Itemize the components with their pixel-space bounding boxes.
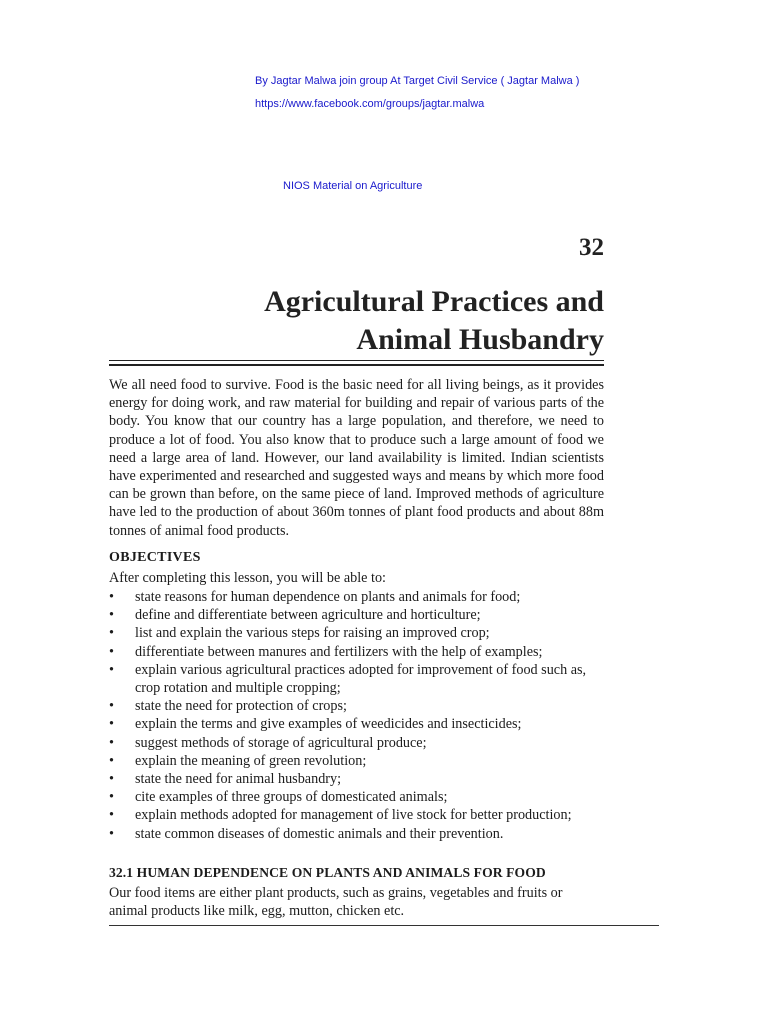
header-source-note: NIOS Material on Agriculture <box>283 180 423 192</box>
objective-item <box>109 697 604 715</box>
section-paragraph: Our food items are either plant products, such as grains, vegetables and fruits or animal products like milk, egg, mutton, chicken etc. <box>109 885 563 920</box>
objective-text: explain the meaning of green revolution; <box>135 752 367 769</box>
objective-text: explain the terms and give examples of weedicides and insecticides; <box>135 716 522 733</box>
objective-text: state the need for protection of crops; <box>135 698 347 715</box>
bullet-icon: • <box>109 771 114 788</box>
objective-text: differentiate between manures and fertilizers with the help of examples; <box>135 643 543 660</box>
objective-item <box>109 643 604 661</box>
objectives-heading: OBJECTIVES <box>109 550 201 565</box>
objective-item <box>109 806 604 824</box>
objective-item <box>109 624 604 642</box>
chapter-title-line-1: Agricultural Practices and <box>264 285 604 318</box>
bullet-icon: • <box>109 752 114 769</box>
title-divider-thick <box>109 364 604 366</box>
chapter-title <box>124 283 604 359</box>
bullet-icon: • <box>109 661 114 678</box>
intro-paragraph: We all need food to survive. Food is the basic need for all living beings, as it provides energy for doing work, and raw material for building and repair of various parts of the body. You know that our country has a large population, and therefore, we need to produce a lot of food. You also know that to produce such a large amount of food we need a large area of land. However, our land availability is limited. Indian scientists have experimented and researched and suggested ways and means by which more food can be grown than before, on the same piece of land. Improved methods of agriculture have led to the production of about 360m tonnes of plant food products and about 88m tonnes of animal food products. <box>109 377 604 539</box>
objective-item <box>109 788 604 806</box>
objective-text: list and explain the various steps for raising an improved crop; <box>135 625 490 642</box>
objective-item <box>109 606 604 624</box>
bullet-icon: • <box>109 607 114 624</box>
bullet-icon: • <box>109 625 114 642</box>
footer-divider <box>109 925 659 926</box>
objective-text: suggest methods of storage of agricultural produce; <box>135 734 427 751</box>
bullet-icon: • <box>109 716 114 733</box>
objectives-lead: After completing this lesson, you will be able to: <box>109 570 387 586</box>
objective-item <box>109 770 604 788</box>
chapter-number: 32 <box>579 234 604 261</box>
objective-text: state the need for animal husbandry; <box>135 771 342 788</box>
header-facebook-link[interactable]: https://www.facebook.com/groups/jagtar.malwa <box>255 98 485 110</box>
objective-text: explain methods adopted for management of live stock for better production; <box>135 807 572 824</box>
objectives-list <box>109 588 604 843</box>
objective-text: state common diseases of domestic animals and their prevention. <box>135 825 504 842</box>
objective-item <box>109 588 604 606</box>
objective-text: explain various agricultural practices adopted for improvement of food such as, crop rotation and multiple cropping; <box>135 661 587 697</box>
bullet-icon: • <box>109 789 114 806</box>
objective-item <box>109 661 604 697</box>
bullet-icon: • <box>109 825 114 842</box>
bullet-icon: • <box>109 589 114 605</box>
chapter-title-line-2: Animal Husbandry <box>356 323 604 356</box>
bullet-icon: • <box>109 698 114 715</box>
title-divider-thin <box>109 360 604 361</box>
section-heading: 32.1 HUMAN DEPENDENCE ON PLANTS AND ANIMALS FOR FOOD <box>109 865 546 880</box>
objective-item <box>109 825 604 843</box>
objective-text: define and differentiate between agriculture and horticulture; <box>135 607 481 624</box>
objective-item <box>109 715 604 733</box>
objective-item <box>109 734 604 752</box>
objective-text: state reasons for human dependence on plants and animals for food; <box>135 589 521 605</box>
bullet-icon: • <box>109 643 114 660</box>
bullet-icon: • <box>109 807 114 824</box>
header-credit-line: By Jagtar Malwa join group At Target Civil Service ( Jagtar Malwa ) <box>255 75 580 87</box>
bullet-icon: • <box>109 734 114 751</box>
objective-item <box>109 752 604 770</box>
objective-text: cite examples of three groups of domesticated animals; <box>135 789 448 806</box>
